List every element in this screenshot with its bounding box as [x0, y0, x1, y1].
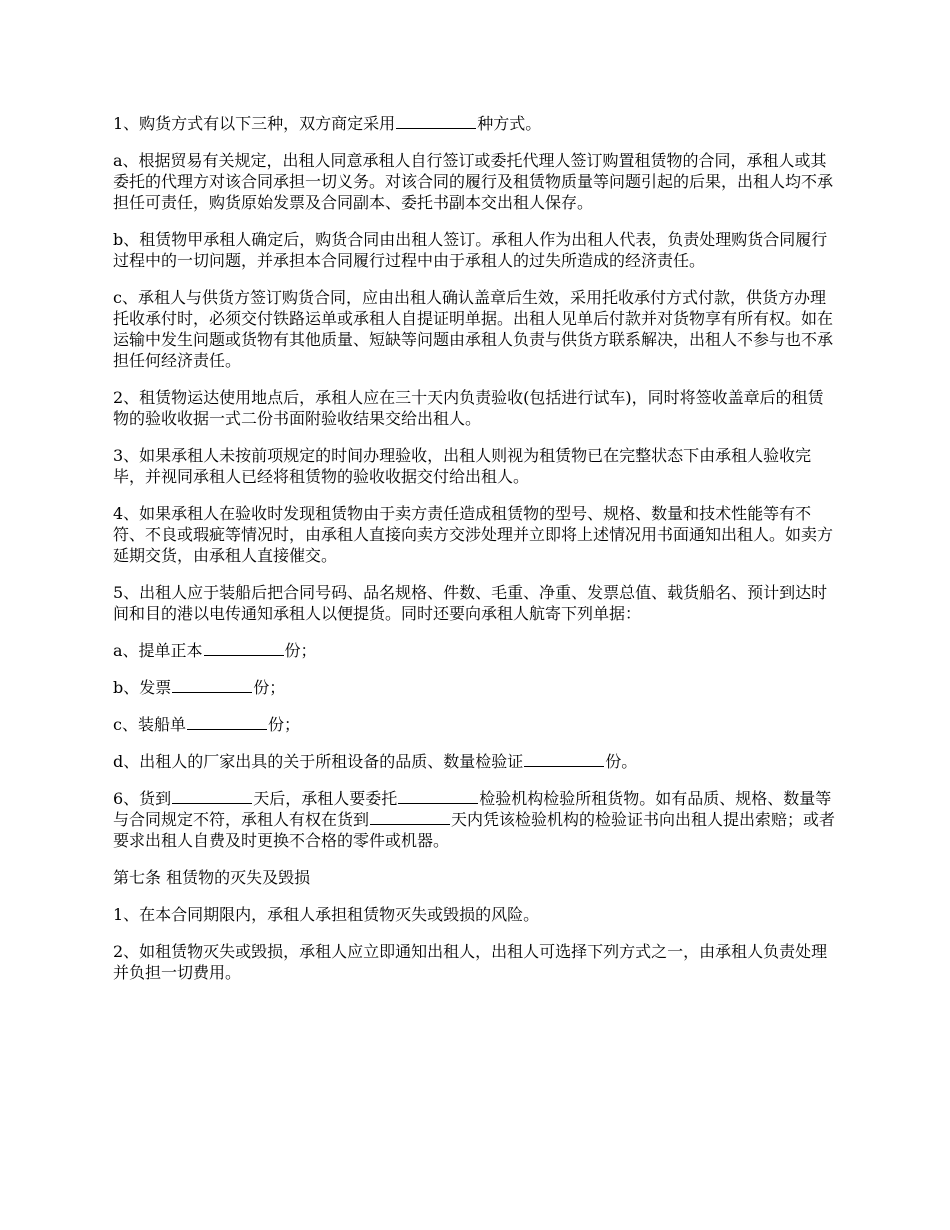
clause-text: b、发票 — [113, 678, 172, 697]
article-7-heading: 第七条 租赁物的灭失及毁损 — [113, 868, 311, 887]
clause-text: 种方式。 — [477, 114, 542, 133]
clause-text: 份。 — [605, 752, 638, 771]
fill-blank — [370, 809, 450, 825]
fill-blank — [172, 788, 252, 804]
fill-blank — [187, 714, 267, 730]
clause-purchase-method — [113, 113, 839, 134]
clause-text: 份； — [267, 715, 300, 734]
doc-item-invoice — [113, 677, 839, 698]
clause-text: 天后，承租人要委托 — [253, 789, 398, 808]
clause-c: c、承租人与供货方签订购货合同，应由出租人确认盖章后生效，采用托收承付方式付款，供货方办理托收承付时，必须交付铁路运单或承租人自提证明单据。出租人见单后付款并对货物享有所有权。如在运输中发生问题或货物有其他质量、短缺等问题由承租人负责与供货方联系解决，出租人不参与也不承担任何经济责任。 — [113, 288, 834, 370]
clause-text: 份； — [253, 678, 286, 697]
clause-text: 6、货到 — [113, 789, 172, 808]
clause-text: 检验机构检验所租货物。如有品质、规格、数量等与合同规定不符，承租人有权在货到 — [113, 789, 832, 829]
clause-text: 天内凭该检验机构的检验证书向出租人提出索赔；或者要求出租人自费及时更换不合格的零件或机器。 — [113, 810, 836, 850]
fill-blank — [204, 640, 284, 656]
document-page — [113, 113, 839, 999]
clause-3: 3、如果承租人未按前项规定的时间办理验收，出租人则视为租赁物已在完整状态下由承租人验收完毕，并视同承租人已经将租赁物的验收收据交付给出租人。 — [113, 446, 812, 486]
clause-text: c、装船单 — [113, 715, 186, 734]
fill-blank — [172, 677, 252, 693]
clause-text: 份； — [284, 641, 317, 660]
clause-text: a、提单正本 — [113, 641, 203, 660]
clause-text: 1、购货方式有以下三种，双方商定采用 — [113, 114, 396, 133]
fill-blank — [396, 113, 476, 129]
clause-a: a、根据贸易有关规定，出租人同意承租人自行签订或委托代理人签订购置租赁物的合同，承租人或其委托的代理方对该合同承担一切义务。对该合同的履行及租赁物质量等问题引起的后果，出租人均不承担任可责任，购货原始发票及合同副本、委托书副本交出租人保存。 — [113, 151, 834, 212]
clause-4: 4、如果承租人在验收时发现租赁物由于卖方责任造成租赁物的型号、规格、数量和技术性能等有不符、不良或瑕疵等情况时，由承租人直接向卖方交涉处理并立即将上述情况用书面通知出租人。如卖方延期交货，由承租人直接催交。 — [113, 504, 834, 565]
clause-text: d、出租人的厂家出具的关于所租设备的品质、数量检验证 — [113, 752, 524, 771]
doc-item-bill-of-lading — [113, 640, 839, 661]
clause-6 — [113, 788, 839, 851]
doc-item-shipping-list — [113, 714, 839, 735]
clause-b: b、租赁物甲承租人确定后，购货合同由出租人签订。承租人作为出租人代表，负责处理购货合同履行过程中的一切问题，并承担本合同履行过程中由于承租人的过失所造成的经济责任。 — [113, 230, 828, 270]
article-7-clause-2: 2、如租赁物灭失或毁损，承租人应立即通知出租人，出租人可选择下列方式之一，由承租人负责处理并负担一切费用。 — [113, 942, 828, 982]
doc-item-quality-certificate — [113, 751, 839, 772]
fill-blank — [398, 788, 478, 804]
clause-5: 5、出租人应于装船后把合同号码、品名规格、件数、毛重、净重、发票总值、载货船名、预计到达时间和目的港以电传通知承租人以便提货。同时还要向承租人航寄下列单据： — [113, 583, 828, 623]
clause-2: 2、租赁物运达使用地点后，承租人应在三十天内负责验收(包括进行试车)，同时将签收盖章后的租赁物的验收收据一式二份书面附验收结果交给出租人。 — [113, 388, 824, 428]
article-7-clause-1: 1、在本合同期限内，承租人承担租赁物灭失或毁损的风险。 — [113, 905, 540, 924]
fill-blank — [524, 751, 604, 767]
